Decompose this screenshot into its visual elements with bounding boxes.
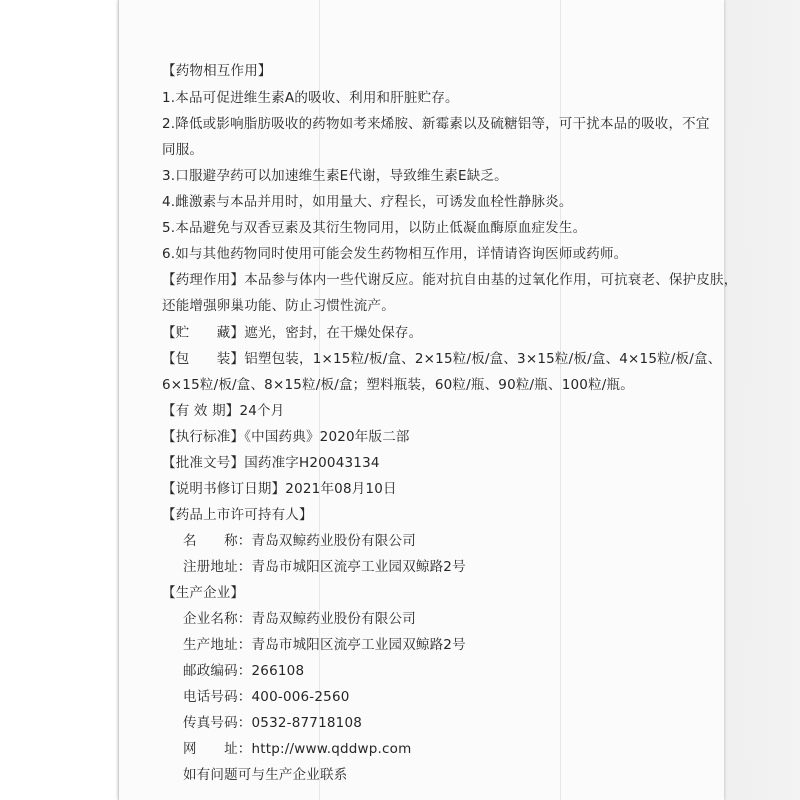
license-holder-address: 注册地址：青岛市城阳区流亭工业园双鲸路2号 (183, 559, 466, 575)
section-manufacturer: 【生产企业】 (162, 585, 245, 601)
manufacturer-fax: 传真号码：0532-87718108 (183, 715, 363, 731)
section-packaging: 【包 装】铝塑包装，1×15粒/板/盒、2×15粒/板/盒、3×15粒/板/盒、4×15粒/板/盒、 (162, 351, 722, 367)
section-shelf-life: 【有 效 期】24个月 (162, 403, 285, 419)
section-license-holder: 【药品上市许可持有人】 (162, 507, 313, 523)
section-standard: 【执行标准】《中国药典》2020年版二部 (162, 429, 410, 445)
section-revision-date: 【说明书修订日期】2021年08月10日 (162, 481, 397, 497)
manufacturer-phone: 电话号码：400-006-2560 (183, 689, 350, 705)
section-storage: 【贮 藏】遮光，密封，在干燥处保存。 (162, 325, 423, 341)
section-pharmacology-continued: 还能增强卵巢功能、防止习惯性流产。 (162, 298, 395, 314)
interaction-item-4: 4.雌激素与本品并用时，如用量大、疗程长，可诱发血栓性静脉炎。 (162, 194, 573, 210)
interaction-item-3: 3.口服避孕药可以加速维生素E代谢，导致维生素E缺乏。 (162, 168, 508, 184)
section-pharmacology: 【药理作用】本品参与体内一些代谢反应。能对抗自由基的过氧化作用，可抗衰老、保护皮肤， (162, 272, 738, 288)
manufacturer-postal-code: 邮政编码：266108 (183, 663, 305, 679)
manufacturer-address: 生产地址：青岛市城阳区流亭工业园双鲸路2号 (183, 637, 466, 653)
license-holder-name: 名 称：青岛双鲸药业股份有限公司 (183, 533, 416, 549)
manufacturer-website: 网 址：http://www.qddwp.com (183, 741, 412, 757)
interaction-item-2: 2.降低或影响脂肪吸收的药物如考来烯胺、新霉素以及硫糖铝等，可干扰本品的吸收，不宜 (162, 116, 710, 132)
interaction-item-5: 5.本品避免与双香豆素及其衍生物同用，以防止低凝血酶原血症发生。 (162, 220, 587, 236)
section-packaging-continued: 6×15粒/板/盒、8×15粒/板/盒；塑料瓶装，60粒/瓶、90粒/瓶、100粒/瓶。 (162, 377, 634, 393)
contact-note: 如有问题可与生产企业联系 (183, 767, 348, 783)
interaction-item-2-continued: 同服。 (162, 142, 204, 158)
interaction-item-1: 1.本品可促进维生素A的吸收、利用和肝脏贮存。 (162, 90, 459, 106)
interaction-item-6: 6.如与其他药物同时使用可能会发生药物相互作用，详情请咨询医师或药师。 (162, 246, 628, 262)
section-drug-interactions-heading: 【药物相互作用】 (162, 63, 272, 79)
left-margin-area (0, 0, 118, 800)
section-approval-number: 【批准文号】国药准字H20043134 (162, 455, 380, 471)
manufacturer-name: 企业名称：青岛双鲸药业股份有限公司 (183, 611, 416, 627)
